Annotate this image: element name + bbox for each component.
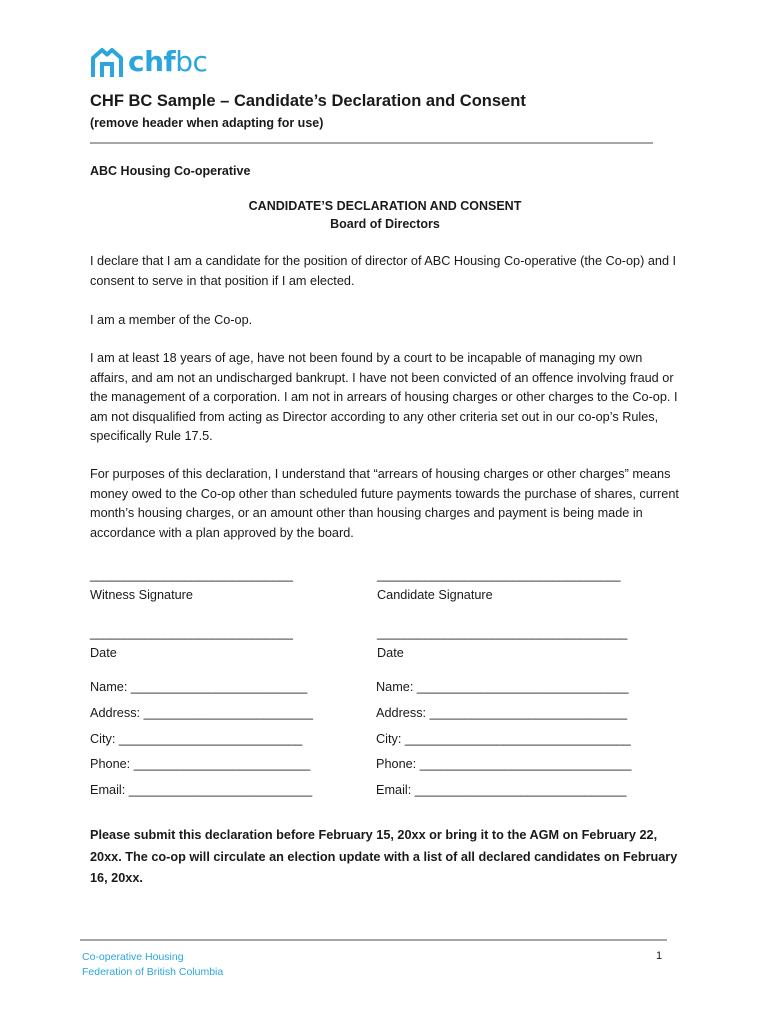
- house-outline-icon: [90, 45, 124, 79]
- candidate-city-field[interactable]: City: ________________________________: [376, 732, 631, 746]
- candidate-signature-label: Candidate Signature: [377, 588, 493, 602]
- paragraph-membership: I am a member of the Co-op.: [90, 313, 253, 327]
- candidate-email-field[interactable]: Email: ______________________________: [376, 783, 627, 797]
- paragraph-candidacy: I declare that I am a candidate for the position of director of ABC Housing Co-operative (the Co-op) and I consent to serve in that position if I am elected.: [90, 254, 677, 288]
- witness-signature-label: Witness Signature: [90, 588, 193, 602]
- witness-date-block: [90, 624, 293, 662]
- witness-name-field[interactable]: Name: _________________________: [90, 680, 308, 694]
- coop-name: ABC Housing Co-operative: [90, 164, 251, 178]
- witness-date-label: Date: [90, 646, 117, 660]
- candidate-name-field[interactable]: Name: ______________________________: [376, 680, 629, 694]
- candidate-phone-field[interactable]: Phone: ______________________________: [376, 757, 632, 771]
- candidate-signature-block: [377, 566, 620, 604]
- witness-date-line[interactable]: ______________________________: [90, 626, 293, 640]
- declaration-heading: CANDIDATE’S DECLARATION AND CONSENT: [248, 199, 522, 213]
- logo-wordmark: [128, 45, 208, 78]
- footer-organization: [82, 950, 223, 979]
- header-divider: [90, 142, 653, 144]
- footer-org-line-2: Federation of British Columbia: [82, 965, 224, 978]
- page-number: 1: [656, 950, 663, 962]
- witness-phone-field[interactable]: Phone: _________________________: [90, 757, 311, 771]
- document-subtitle: (remove header when adapting for use): [90, 116, 324, 130]
- logo-wordmark-chf: chf: [128, 45, 176, 78]
- paragraph-eligibility: I am at least 18 years of age, have not been found by a court to be incapable of managing my own affairs, and am not an undischarged bankrupt. I have not been convicted of an offence involving fraud or the management of a corporation. I am not in arrears of housing charges or other charges to the Co-op. I am not disqualified from acting as Director according to any other criteria set out in our co-op’s Rules, specifically Rule 17.5.: [90, 351, 678, 444]
- witness-signature-block: [90, 566, 293, 604]
- submission-notice: Please submit this declaration before February 15, 20xx or bring it to the AGM on February 22, 20xx. The co-op will circulate an election update with a list of all declared candidates on February 16, 20xx.: [90, 828, 678, 886]
- document-title: CHF BC Sample – Candidate’s Declaration and Consent: [90, 92, 526, 110]
- logo-wordmark-bc: bc: [175, 45, 208, 78]
- candidate-address-field[interactable]: Address: ____________________________: [376, 706, 628, 720]
- candidate-date-label: Date: [377, 646, 404, 660]
- candidate-signature-line[interactable]: ____________________________________: [377, 568, 621, 582]
- witness-email-field[interactable]: Email: __________________________: [90, 783, 313, 797]
- candidate-date-line[interactable]: _____________________________________: [377, 626, 627, 640]
- chfbc-logo: [90, 44, 207, 80]
- witness-signature-line[interactable]: ______________________________: [90, 568, 293, 582]
- witness-address-field[interactable]: Address: ________________________: [90, 706, 313, 720]
- paragraph-arrears-definition: For purposes of this declaration, I understand that “arrears of housing charges or other charges” means money owed to the Co-op other than scheduled future payments towards the purchase of shares, current month’s housing charges, or an amount other than housing charges and payment is being made in accordance with a plan approved by the board.: [90, 467, 679, 540]
- footer-divider: [80, 939, 667, 941]
- candidate-date-block: [377, 624, 627, 662]
- declaration-subheading: Board of Directors: [330, 217, 440, 231]
- footer-org-line-1: Co-operative Housing: [82, 951, 184, 963]
- witness-city-field[interactable]: City: __________________________: [90, 732, 303, 746]
